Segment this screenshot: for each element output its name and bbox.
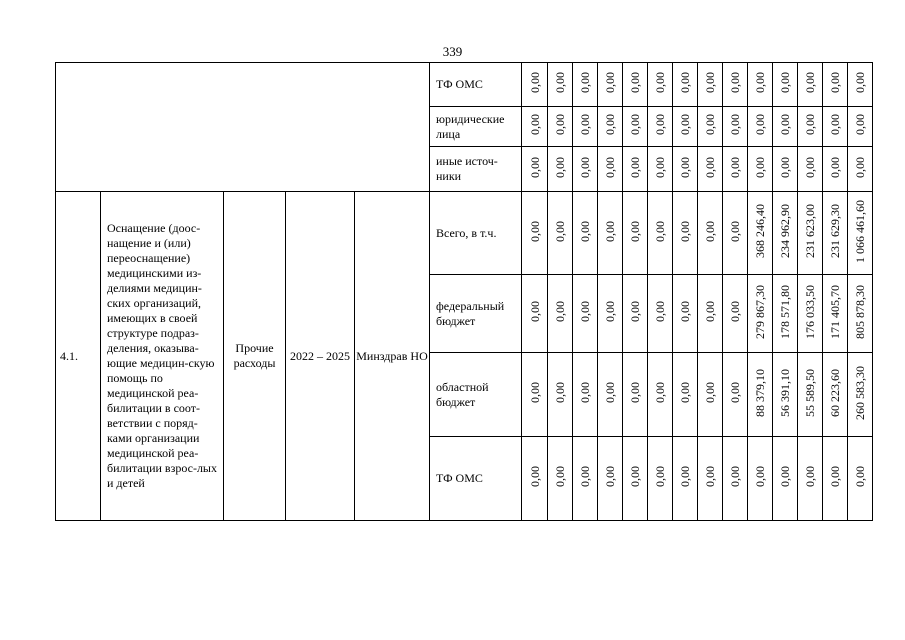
value-text: 234 962,90 — [778, 204, 792, 258]
funding-source-label: иные источ-ники — [430, 147, 522, 192]
value-text: 0,00 — [853, 72, 867, 93]
value-cell — [773, 107, 798, 147]
value-text: 0,00 — [803, 466, 817, 487]
value-text: 0,00 — [678, 301, 692, 322]
value-cell — [648, 147, 673, 192]
value-cell — [573, 192, 598, 275]
value-cell — [623, 63, 648, 107]
value-cell — [548, 275, 573, 353]
value-cell — [573, 147, 598, 192]
value-text: 0,00 — [603, 220, 617, 242]
value-cell — [598, 353, 623, 437]
value-text: 0,00 — [628, 156, 642, 178]
value-text: 0,00 — [678, 220, 692, 242]
value-text: 0,00 — [678, 156, 692, 178]
value-text: 0,00 — [678, 382, 692, 403]
value-text: 0,00 — [578, 220, 592, 242]
value-cell — [723, 147, 748, 192]
value-cell — [823, 192, 848, 275]
value-cell — [522, 437, 548, 521]
value-text: 0,00 — [828, 72, 842, 93]
value-cell — [823, 275, 848, 353]
value-text: 0,00 — [603, 301, 617, 322]
value-cell — [673, 107, 698, 147]
value-text: 0,00 — [703, 72, 717, 93]
value-text: 0,00 — [527, 382, 542, 403]
value-cell — [773, 63, 798, 107]
value-text: 0,00 — [527, 72, 542, 93]
value-cell — [698, 353, 723, 437]
value-cell — [648, 107, 673, 147]
value-text: 0,00 — [553, 156, 567, 178]
value-cell — [698, 147, 723, 192]
value-text: 0,00 — [603, 156, 617, 178]
value-text: 0,00 — [628, 301, 642, 322]
value-cell — [623, 107, 648, 147]
value-text: 0,00 — [778, 156, 792, 178]
value-text: 0,00 — [553, 382, 567, 403]
value-text: 0,00 — [828, 466, 842, 487]
value-cell — [723, 63, 748, 107]
value-text: 0,00 — [853, 466, 867, 487]
value-text: 0,00 — [578, 72, 592, 93]
value-cell — [548, 437, 573, 521]
value-text: 0,00 — [628, 466, 642, 487]
value-text: 0,00 — [828, 156, 842, 178]
merged-empty-cell — [56, 63, 430, 192]
value-text: 0,00 — [527, 114, 542, 135]
value-cell — [748, 353, 773, 437]
value-cell — [823, 437, 848, 521]
value-text: 0,00 — [728, 220, 742, 242]
funding-source-label: областной бюджет — [430, 353, 522, 437]
value-cell — [648, 63, 673, 107]
value-text: 0,00 — [853, 114, 867, 135]
value-cell — [573, 107, 598, 147]
value-text: 0,00 — [578, 156, 592, 178]
value-text: 0,00 — [753, 156, 767, 178]
value-text: 0,00 — [553, 301, 567, 322]
value-cell — [598, 147, 623, 192]
value-cell — [522, 107, 548, 147]
value-cell — [548, 63, 573, 107]
value-cell — [522, 63, 548, 107]
value-text: 0,00 — [628, 382, 642, 403]
value-cell — [848, 353, 873, 437]
value-cell — [623, 437, 648, 521]
funding-source-label: ТФ ОМС — [430, 437, 522, 521]
value-text: 0,00 — [553, 114, 567, 135]
value-cell — [848, 63, 873, 107]
value-text: 0,00 — [853, 156, 867, 178]
value-cell — [598, 275, 623, 353]
value-text: 0,00 — [628, 220, 642, 242]
value-text: 0,00 — [527, 301, 542, 322]
value-text: 0,00 — [803, 156, 817, 178]
value-text: 0,00 — [753, 466, 767, 487]
value-cell — [522, 275, 548, 353]
value-text: 0,00 — [653, 114, 667, 135]
value-cell — [748, 192, 773, 275]
value-text: 0,00 — [527, 466, 542, 487]
value-cell — [673, 275, 698, 353]
value-cell — [723, 192, 748, 275]
value-cell — [548, 192, 573, 275]
value-text: 0,00 — [527, 156, 542, 178]
value-cell — [848, 147, 873, 192]
funding-source-label: юридические лица — [430, 107, 522, 147]
value-cell — [673, 147, 698, 192]
value-cell — [548, 147, 573, 192]
funding-source-label: Всего, в т.ч. — [430, 192, 522, 275]
value-cell — [723, 353, 748, 437]
value-cell — [823, 63, 848, 107]
value-text: 60 223,60 — [828, 368, 842, 417]
value-text: 260 583,30 — [853, 365, 867, 420]
value-cell — [823, 147, 848, 192]
value-text: 0,00 — [728, 466, 742, 487]
value-cell — [598, 107, 623, 147]
value-text: 88 379,10 — [753, 368, 767, 417]
value-cell — [723, 437, 748, 521]
value-text: 0,00 — [653, 382, 667, 403]
value-text: 0,00 — [553, 220, 567, 242]
value-cell — [798, 353, 823, 437]
value-cell — [748, 107, 773, 147]
value-text: 0,00 — [628, 72, 642, 93]
value-text: 1 066 461,60 — [853, 199, 867, 263]
value-cell — [698, 63, 723, 107]
value-text: 0,00 — [678, 72, 692, 93]
value-text: 0,00 — [603, 382, 617, 403]
value-cell — [773, 353, 798, 437]
value-text: 55 589,50 — [803, 368, 817, 417]
value-cell — [773, 437, 798, 521]
value-text: 0,00 — [828, 114, 842, 135]
executor: Минздрав НО — [355, 192, 430, 521]
value-cell — [673, 353, 698, 437]
value-cell — [573, 437, 598, 521]
value-cell — [648, 192, 673, 275]
value-cell — [848, 275, 873, 353]
value-text: 0,00 — [728, 156, 742, 178]
expense-type: Прочие расходы — [224, 192, 286, 521]
value-cell — [773, 192, 798, 275]
table-row — [56, 63, 873, 107]
value-text: 0,00 — [778, 114, 792, 135]
value-text: 0,00 — [527, 220, 542, 242]
value-text: 0,00 — [703, 220, 717, 242]
value-text: 0,00 — [628, 114, 642, 135]
value-text: 279 867,30 — [753, 284, 767, 339]
value-cell — [623, 275, 648, 353]
item-description: Оснащение (доос-нащение и (или) переоснащение) медицинскими из-делиями медицин-ских организаций, имеющих в своей структуре подраз-деления, оказыва-ющие медицин-скую помощь по медицинской реа-билитации в соот-ветствии с поряд-ками организации медицинской реа-билитации взрос-лых и детей — [101, 192, 224, 521]
period: 2022 – 2025 — [286, 192, 355, 521]
value-text: 0,00 — [728, 382, 742, 403]
value-cell — [848, 107, 873, 147]
value-cell — [823, 353, 848, 437]
value-text: 231 623,00 — [803, 204, 817, 258]
value-cell — [773, 275, 798, 353]
value-text: 231 629,30 — [828, 204, 842, 258]
value-cell — [748, 275, 773, 353]
value-text: 0,00 — [703, 466, 717, 487]
value-cell — [798, 63, 823, 107]
value-cell — [748, 437, 773, 521]
value-text: 0,00 — [703, 301, 717, 322]
value-text: 176 033,50 — [803, 284, 817, 339]
value-text: 0,00 — [653, 220, 667, 242]
value-cell — [522, 353, 548, 437]
value-text: 0,00 — [803, 114, 817, 135]
value-cell — [573, 353, 598, 437]
value-cell — [548, 353, 573, 437]
value-cell — [798, 437, 823, 521]
value-cell — [623, 147, 648, 192]
value-cell — [848, 192, 873, 275]
value-cell — [698, 107, 723, 147]
value-cell — [623, 192, 648, 275]
value-text: 0,00 — [653, 466, 667, 487]
value-text: 0,00 — [728, 72, 742, 93]
value-cell — [573, 275, 598, 353]
value-text: 0,00 — [703, 382, 717, 403]
value-text: 368 246,40 — [753, 204, 767, 258]
value-cell — [548, 107, 573, 147]
value-text: 0,00 — [653, 156, 667, 178]
value-text: 0,00 — [703, 156, 717, 178]
value-text: 0,00 — [803, 72, 817, 93]
table-row — [56, 192, 873, 275]
value-cell — [798, 192, 823, 275]
value-cell — [798, 275, 823, 353]
value-text: 0,00 — [753, 114, 767, 135]
value-cell — [698, 437, 723, 521]
funding-source-label: ТФ ОМС — [430, 63, 522, 107]
value-text: 0,00 — [778, 72, 792, 93]
value-cell — [748, 63, 773, 107]
value-text: 0,00 — [553, 466, 567, 487]
value-text: 0,00 — [653, 72, 667, 93]
value-cell — [648, 353, 673, 437]
value-text: 0,00 — [703, 114, 717, 135]
budget-table — [55, 62, 873, 521]
value-cell — [823, 107, 848, 147]
value-cell — [598, 192, 623, 275]
value-cell — [623, 353, 648, 437]
value-text: 0,00 — [778, 466, 792, 487]
item-number: 4.1. — [56, 192, 101, 521]
value-cell — [522, 147, 548, 192]
value-cell — [848, 437, 873, 521]
value-cell — [598, 63, 623, 107]
value-cell — [798, 147, 823, 192]
page-number: 339 — [442, 44, 463, 59]
value-text: 0,00 — [603, 466, 617, 487]
value-cell — [673, 192, 698, 275]
value-text: 56 391,10 — [778, 368, 792, 417]
value-cell — [522, 192, 548, 275]
value-cell — [573, 63, 598, 107]
value-cell — [798, 107, 823, 147]
value-text: 0,00 — [553, 72, 567, 93]
value-text: 0,00 — [678, 114, 692, 135]
value-cell — [673, 63, 698, 107]
value-cell — [698, 275, 723, 353]
value-text: 0,00 — [603, 72, 617, 93]
value-text: 0,00 — [728, 114, 742, 135]
value-text: 0,00 — [578, 382, 592, 403]
value-cell — [723, 107, 748, 147]
value-cell — [673, 437, 698, 521]
value-cell — [648, 437, 673, 521]
value-text: 0,00 — [578, 114, 592, 135]
value-cell — [698, 192, 723, 275]
value-cell — [648, 275, 673, 353]
value-text: 171 405,70 — [828, 284, 842, 339]
value-text: 0,00 — [678, 466, 692, 487]
value-text: 0,00 — [578, 466, 592, 487]
funding-source-label: федеральный бюджет — [430, 275, 522, 353]
value-text: 178 571,80 — [778, 284, 792, 339]
value-cell — [773, 147, 798, 192]
value-cell — [748, 147, 773, 192]
value-text: 0,00 — [653, 301, 667, 322]
value-text: 0,00 — [578, 301, 592, 322]
value-cell — [723, 275, 748, 353]
value-text: 0,00 — [603, 114, 617, 135]
value-text: 0,00 — [753, 72, 767, 93]
value-cell — [598, 437, 623, 521]
value-text: 0,00 — [728, 301, 742, 322]
value-text: 805 878,30 — [853, 284, 867, 339]
